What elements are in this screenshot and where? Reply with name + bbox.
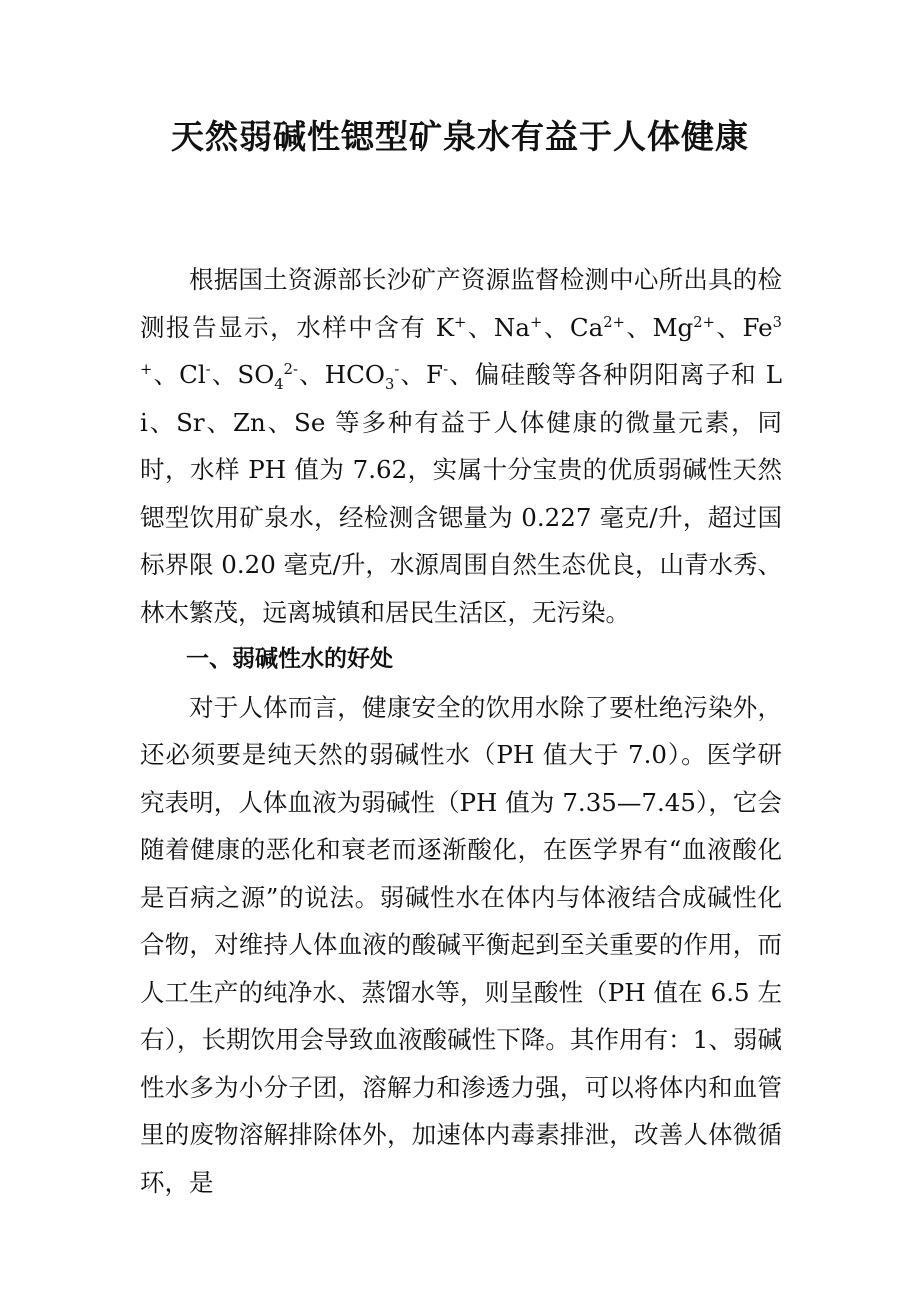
document-body xyxy=(140,256,782,1206)
p1-text-h: 、HCO xyxy=(297,360,385,389)
mg-ion-charge: 2+ xyxy=(693,313,715,331)
hco3-ion-charge: - xyxy=(394,360,400,378)
hco3-subscript: 3 xyxy=(384,375,395,393)
k-ion-charge: + xyxy=(454,313,467,331)
paragraph-water-analysis xyxy=(140,256,782,636)
cl-ion-charge: - xyxy=(205,360,211,378)
fe-ion-charge: 3+ xyxy=(140,313,782,378)
p1-text-g: 、SO xyxy=(210,360,275,389)
p1-text-j: 、偏硅酸等各种阴阳离子和 Li、Sr、Zn、Se 等多种有益于人体健康的微量元素，同时，水样 PH 值为 7.62，实属十分宝贵的优质弱碱性天然锶型饮用矿泉水，经检测含锶量为 0.227 毫克/升，超过国标界限 0.20 毫克/升，水源周围自然生态优良，山青水秀、林木繁茂，远离城镇和居民生活区，无污染。 xyxy=(140,360,783,627)
so4-subscript: 4 xyxy=(274,375,284,393)
p1-text-i: 、F xyxy=(399,360,444,389)
p1-text-e: 、Fe xyxy=(714,312,773,342)
p1-text-d: 、Mg xyxy=(624,312,694,342)
paragraph-alkaline-benefits: 对于人体而言，健康安全的饮用水除了要杜绝污染外，还必须要是纯天然的弱碱性水（PH 值大于 7.0）。医学研究表明，人体血液为弱碱性（PH 值为 7.35—7.45），它会随着健康的恶化和衰老而逐渐酸化，在医学界有“血液酸化是百病之源”的说法。弱碱性水在体内与体液结合成碱性化合物，对维持人体血液的酸碱平衡起到至关重要的作用，而人工生产的纯净水、蒸馏水等，则呈酸性（PH 值在 6.5 左右），长期饮用会导致血液酸碱性下降。其作用有：1、弱碱性水多为小分子团，溶解力和渗透力强，可以将体内和血管里的废物溶解排除体外，加速体内毒素排泄，改善人体微循环，是 xyxy=(140,692,782,1197)
section-heading-alkaline-benefits: 一、弱碱性水的好处 xyxy=(186,646,393,672)
ca-ion-charge: 2+ xyxy=(603,313,625,331)
p1-text-f: 、Cl xyxy=(152,360,206,389)
f-ion-charge: - xyxy=(443,360,449,378)
p1-text-b: 、Na xyxy=(466,312,530,342)
p1-text-a: 根据国土资源部长沙矿产资源监督检测中心所出具的检测报告显示，水样中含有 K xyxy=(140,265,782,342)
document-title: 天然弱碱性锶型矿泉水有益于人体健康 xyxy=(171,117,749,156)
so4-ion-charge: 2- xyxy=(283,360,298,378)
na-ion-charge: + xyxy=(529,313,543,331)
p1-text-c: 、Ca xyxy=(542,312,604,342)
